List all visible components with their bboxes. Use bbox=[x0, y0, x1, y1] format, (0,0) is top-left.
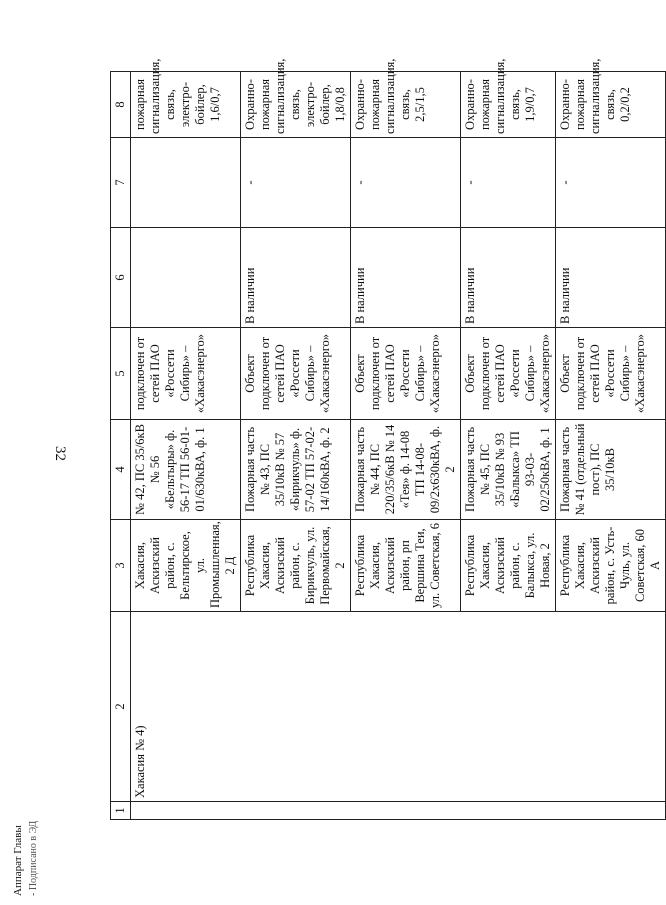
connection-cell: Объект подключен от сетей ПАО «Россети Сибирь» – «Хакасэнерго» bbox=[461, 328, 556, 420]
availability-cell: В наличии bbox=[556, 228, 666, 328]
power-source-cell: № 42, ПС 35/6кВ № 56 «Бельтыры» ф. 56-17 ТП 56-01-01/630кВА, ф. 1 bbox=[131, 420, 241, 520]
availability-cell: В наличии bbox=[241, 228, 351, 328]
connection-cell: подключен от сетей ПАО «Россети Сибирь» – «Хакасэнерго» bbox=[131, 328, 241, 420]
header-cell-6: 6 bbox=[111, 228, 131, 328]
fire-stations-table bbox=[110, 58, 666, 820]
header-cell-4: 4 bbox=[111, 420, 131, 520]
availability-cell: В наличии bbox=[351, 228, 461, 328]
systems-cell: пожарная сигнализация, связь, электро-бойлер, 1,6/0,7 bbox=[131, 72, 241, 138]
rotated-table-container bbox=[110, 58, 662, 820]
systems-cell: Охранно-пожарная сигнализация, связь, 1,9/0,7 bbox=[461, 72, 556, 138]
col7-cell: - bbox=[241, 138, 351, 228]
header-cell-7: 7 bbox=[111, 138, 131, 228]
col7-cell: - bbox=[351, 138, 461, 228]
systems-cell: Охранно-пожарная сигнализация, связь, 0,2/0,2 bbox=[556, 72, 666, 138]
header-cell-2: 2 bbox=[111, 612, 131, 802]
connection-cell: Объект подключен от сетей ПАО «Россети Сибирь» – «Хакасэнерго» bbox=[556, 328, 666, 420]
col7-cell: - bbox=[461, 138, 556, 228]
availability-cell: В наличии bbox=[461, 228, 556, 328]
address-cell: Республика Хакасия, Аскизский район, рп Вершина Теи, ул. Советская, 6 bbox=[351, 520, 461, 612]
systems-cell: Охранно-пожарная сигнализация, связь, 2,5/1,5 bbox=[351, 72, 461, 138]
power-source-cell: Пожарная часть № 43, ПС 35/10кВ № 57 «Бирикчуль» ф. 57-02 ТП 57-02-14/160кВА, ф. 2 bbox=[241, 420, 351, 520]
page-number: 32 bbox=[52, 446, 68, 461]
header-cell-1: 1 bbox=[111, 802, 131, 820]
address-cell: Республика Хакасия, Аскизский район, с. Балыкса, ул. Новая, 2 bbox=[461, 520, 556, 612]
address-cell: Хакасия, Аскизский район, с. Бельтирское, ул. Промышленная, 2 Д bbox=[131, 520, 241, 612]
row-number-cell bbox=[131, 802, 666, 820]
table-row bbox=[131, 72, 241, 820]
footer-line-1: Аппарат Главы bbox=[12, 825, 24, 896]
footer-stamp bbox=[8, 700, 38, 900]
header-cell-5: 5 bbox=[111, 328, 131, 420]
col7-cell bbox=[131, 138, 241, 228]
header-cell-3: 3 bbox=[111, 520, 131, 612]
power-source-cell: Пожарная часть № 44, ПС 220/35/6кВ № 14 «Тея» ф. 14-08 ТП 14-08-09/2х630кВА, ф. 2 bbox=[351, 420, 461, 520]
address-cell: Республика Хакасия, Аскизский район, с. Усть-Чуль, ул. Советская, 60 А bbox=[556, 520, 666, 612]
footer-line-2: - Подписано в ЭД bbox=[28, 820, 39, 896]
address-cell: Республика Хакасия, Аскизский район, с. Бирикчуль, ул. Первомайская, 2 bbox=[241, 520, 351, 612]
availability-cell bbox=[131, 228, 241, 328]
systems-cell: Охранно-пожарная сигнализация, связь, электро-бойлер, 1,8/0,8 bbox=[241, 72, 351, 138]
col7-cell: - bbox=[556, 138, 666, 228]
header-cell-8: 8 bbox=[111, 72, 131, 138]
power-source-cell: Пожарная часть № 45, ПС 35/10кВ № 93 «Балыкса» ТП 93-03-02/250кВА, ф. 1 bbox=[461, 420, 556, 520]
connection-cell: Объект подключен от сетей ПАО «Россети Сибирь» – «Хакасэнерго» bbox=[241, 328, 351, 420]
region-cell: Хакасия № 4) bbox=[131, 612, 666, 802]
connection-cell: Объект подключен от сетей ПАО «Россети Сибирь» – «Хакасэнерго» bbox=[351, 328, 461, 420]
table-header-row bbox=[111, 72, 131, 820]
power-source-cell: Пожарная часть № 41 (отдельный пост), ПС 35/10кВ bbox=[556, 420, 666, 520]
